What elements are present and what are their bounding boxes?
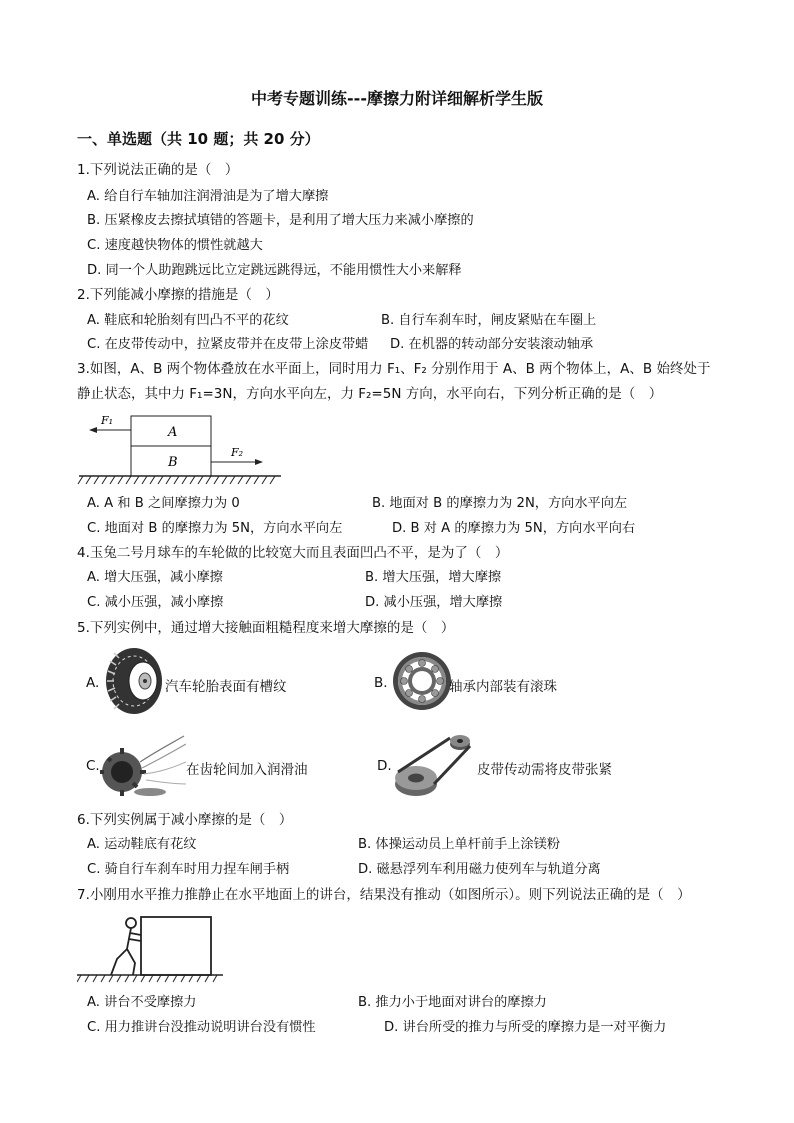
question-5-option-c-letter: C.	[86, 758, 100, 774]
question-3-option-c: C. 地面对 B 的摩擦力为 5N，方向水平向左	[87, 521, 343, 536]
question-5-option-a-letter: A.	[86, 675, 100, 691]
force-f2-label: F₂	[231, 446, 244, 459]
question-5-option-b-letter: B.	[374, 675, 388, 691]
page-title: 中考专题训练---摩擦力附详细解析学生版	[251, 89, 543, 108]
question-1-option-c: C. 速度越快物体的惯性就越大	[87, 238, 263, 253]
belt-drive-image	[394, 732, 476, 802]
question-6-option-c: C. 骑自行车刹车时用力捏车闸手柄	[87, 862, 290, 877]
question-4-option-a: A. 增大压强，减小摩擦	[87, 570, 223, 585]
question-1-option-a: A. 给自行车轴加注润滑油是为了增大摩擦	[87, 189, 329, 204]
question-3-option-b: B. 地面对 B 的摩擦力为 2N，方向水平向左	[372, 496, 628, 511]
gear-lubrication-image	[100, 732, 186, 798]
question-1-option-b: B. 压紧橡皮去擦拭填错的答题卡，是利用了增大压力来减小摩擦的	[87, 213, 474, 228]
question-6-option-d: D. 磁悬浮列车利用磁力使列车与轨道分离	[358, 862, 601, 877]
question-1-option-d: D. 同一个人助跑跳远比立定跳远跳得远，不能用惯性大小来解释	[87, 263, 462, 278]
question-6-option-a: A. 运动鞋底有花纹	[87, 837, 197, 852]
stacked-blocks-figure	[77, 408, 287, 488]
question-4-stem: 4.玉兔二号月球车的车轮做的比较宽大而且表面凹凸不平，是为了（ ）	[77, 545, 509, 561]
question-3-stem: 3.如图，A、B 两个物体叠放在水平面上，同时用力 F₁、F₂ 分别作用于 A、B 两个物体上，A、B 始终处于静止状态，其中力 F₁=3N，方向水平向左，力 F₂=5N 方向，水平向右，下列分析正确的是（ ）	[77, 361, 711, 402]
question-5-option-c-text: 在齿轮间加入润滑油	[186, 762, 308, 778]
question-7-stem: 7.小刚用水平推力推静止在水平地面上的讲台，结果没有推动（如图所示）。则下列说法正确的是（ ）	[77, 887, 691, 903]
question-2-option-b: B. 自行车刹车时，闸皮紧贴在车圈上	[381, 313, 597, 328]
section-heading: 一、单选题（共 10 题；共 20 分）	[77, 130, 320, 148]
question-4-option-d: D. 减小压强，增大摩擦	[365, 595, 503, 610]
question-2-stem: 2.下列能减小摩擦的措施是（ ）	[77, 287, 279, 303]
question-6-stem: 6.下列实例属于减小摩擦的是（ ）	[77, 812, 293, 828]
question-5-option-a-text: 汽车轮胎表面有槽纹	[165, 679, 287, 695]
question-5-option-b-text: 轴承内部装有滚珠	[449, 679, 557, 695]
force-f1-label: F₁	[101, 414, 114, 427]
tire-tread-image	[100, 647, 162, 715]
block-a-label: A	[168, 425, 178, 440]
question-2-option-a: A. 鞋底和轮胎刻有凹凸不平的花纹	[87, 313, 289, 328]
ball-bearing-image	[391, 648, 453, 714]
question-7-option-d: D. 讲台所受的推力与所受的摩擦力是一对平衡力	[384, 1020, 667, 1035]
question-5-stem: 5.下列实例中，通过增大接触面粗糙程度来增大摩擦的是（ ）	[77, 620, 455, 636]
question-7-option-c: C. 用力推讲台没推动说明讲台没有惯性	[87, 1020, 316, 1035]
question-3-option-a: A. A 和 B 之间摩擦力为 0	[87, 496, 240, 511]
question-1-stem: 1.下列说法正确的是（ ）	[77, 162, 239, 178]
question-2-option-d: D. 在机器的转动部分安装滚动轴承	[390, 337, 594, 352]
question-7-option-b: B. 推力小于地面对讲台的摩擦力	[358, 995, 547, 1010]
question-5-option-d-text: 皮带传动需将皮带张紧	[477, 762, 612, 778]
block-b-label: B	[168, 455, 178, 470]
question-6-option-b: B. 体操运动员上单杆前手上涂镁粉	[358, 837, 561, 852]
question-7-option-a: A. 讲台不受摩擦力	[87, 995, 197, 1010]
question-4-option-c: C. 减小压强，减小摩擦	[87, 595, 224, 610]
question-4-option-b: B. 增大压强，增大摩擦	[365, 570, 502, 585]
question-3-option-d: D. B 对 A 的摩擦力为 5N，方向水平向右	[392, 521, 636, 536]
question-5-option-d-letter: D.	[377, 758, 392, 774]
question-2-option-c: C. 在皮带传动中，拉紧皮带并在皮带上涂皮带蜡	[87, 337, 369, 352]
pushing-podium-figure	[77, 909, 225, 989]
